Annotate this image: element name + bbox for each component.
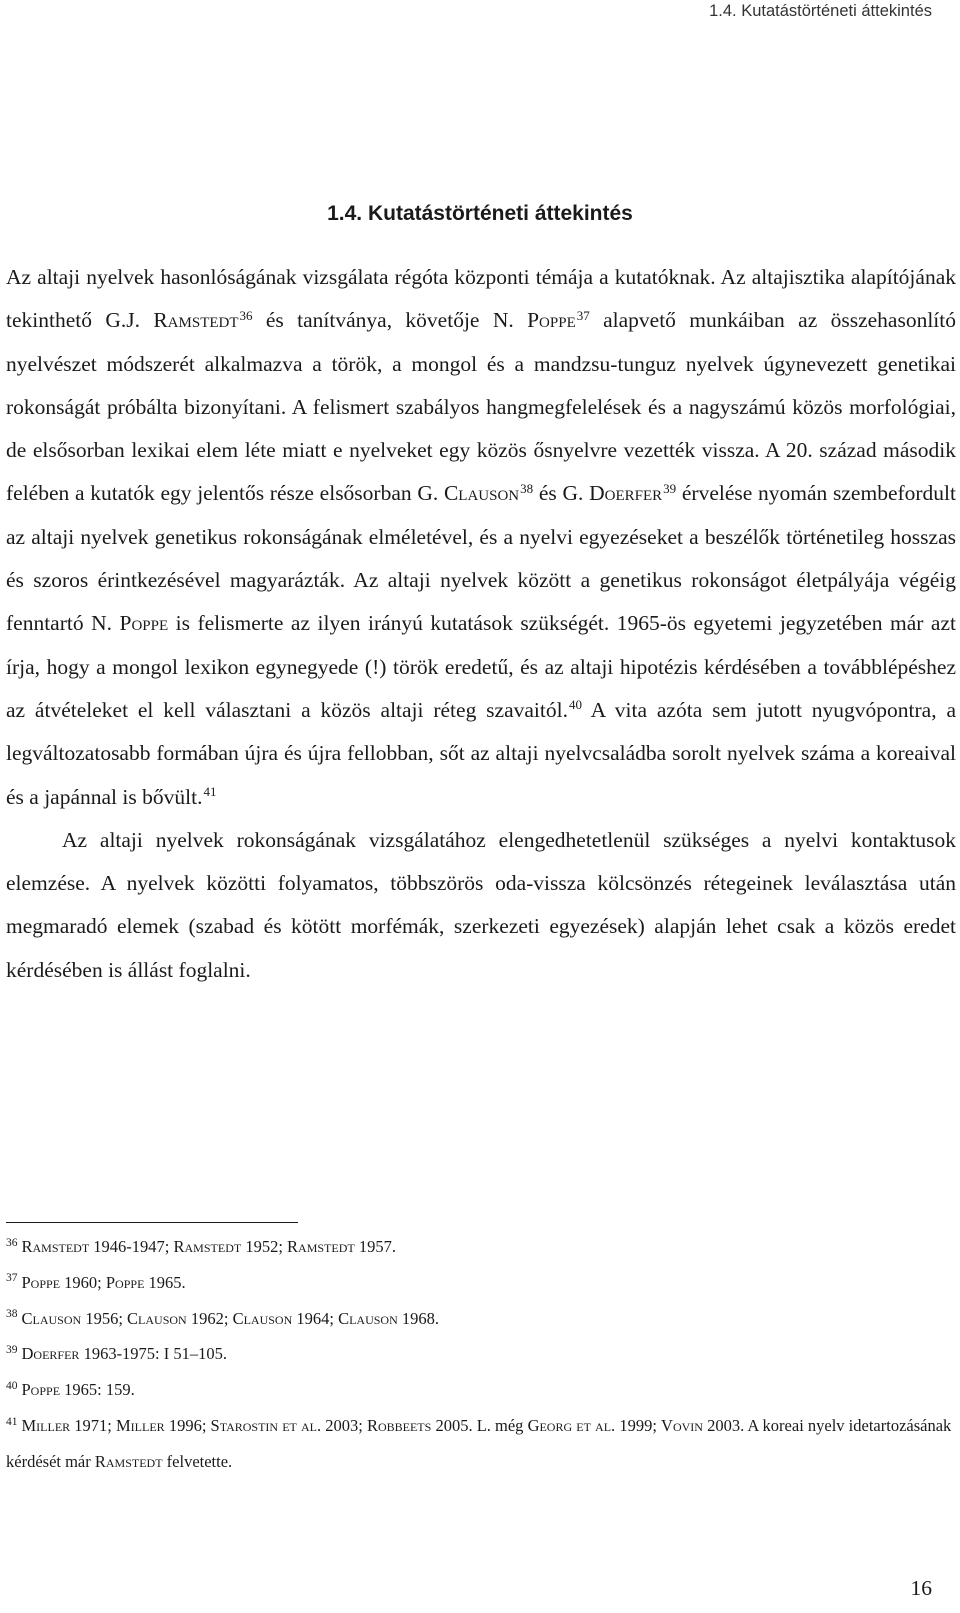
author-name: Ramstedt: [173, 1237, 242, 1256]
section-title: 1.4. Kutatástörténeti áttekintés: [327, 202, 633, 225]
text-run: 1965: 159.: [60, 1380, 135, 1400]
footnote-ref: 41: [203, 783, 217, 799]
footnote-ref: 39: [663, 480, 677, 496]
author-name: Poppe: [21, 1380, 61, 1400]
author-name: Clauson: [338, 1308, 398, 1328]
paragraph-1: [6, 256, 956, 819]
author-name: Clauson: [443, 481, 520, 506]
footnote-39: [6, 1336, 956, 1372]
author-name: Doerfer: [21, 1344, 80, 1364]
author-name: Poppe: [21, 1272, 61, 1292]
footnote-ref: 36: [239, 307, 253, 323]
text-run: 1952;: [241, 1237, 288, 1256]
text-run: és G.: [533, 481, 590, 506]
text-run: 1971;: [70, 1415, 117, 1435]
footnotes: [6, 1229, 956, 1480]
footnote-number: 38: [6, 1308, 18, 1321]
text-run: felvetette.: [162, 1451, 233, 1471]
text-run: 1964;: [292, 1308, 339, 1328]
author-name: Ramstedt: [94, 1451, 163, 1471]
author-name: Miller: [116, 1415, 165, 1435]
body-text: [6, 256, 956, 992]
footnote-ref: 38: [520, 480, 534, 496]
text-run: érvelése nyomán szembefordult az altaji nyelvek genetikus rokonságának elméletével, és a nyelvi egyezéseket a beszélők történetileg hosszas és szoros érintkezésével magyarázták. Az altaji nyelvek között a genetikus rokonságot életpályája végéig fenntartó N.: [6, 481, 956, 636]
page-number: 16: [910, 1576, 932, 1600]
footnote-number: 41: [6, 1415, 18, 1428]
author-name: Ramstedt: [153, 308, 239, 333]
text-run: 1963-1975: I 51–105.: [79, 1344, 228, 1364]
author-name: Clauson: [232, 1308, 293, 1328]
running-header: 1.4. Kutatástörténeti áttekintés: [709, 2, 932, 20]
author-name: Doerfer: [589, 481, 663, 506]
author-name: Robbeets: [366, 1415, 432, 1435]
text-run: 1999;: [615, 1415, 662, 1435]
text-run: A vita azóta sem jutott nyugvópontra, a legváltozatosabb formában újra és újra fellobban, sőt az altaji nyelvcsaládba sorolt nyelvek száma a koreaival és a japánnal is bővült.: [6, 697, 956, 809]
text-run: 1960;: [60, 1272, 106, 1292]
text-run: 1946-1947;: [89, 1237, 174, 1256]
text-run: 1965.: [144, 1272, 186, 1292]
footnote-number: 37: [6, 1272, 18, 1285]
footnote-number: 36: [6, 1236, 18, 1249]
paragraph-2: Az altaji nyelvek rokonságának vizsgálatához elengedhetetlenül szükséges a nyelvi kontaktusok elemzése. A nyelvek közötti folyamatos, többszörös oda-vissza kölcsönzés rétegeinek leválasztása után megmaradó elemek (szabad és kötött morfémák, szerkezeti egyezések) alapján lehet csak a közös eredet kérdésében is állást foglalni.: [6, 827, 956, 982]
text-run: 2003. A koreai nyelv idetartozásának kérdését már: [6, 1415, 952, 1471]
author-name: Poppe: [119, 611, 169, 636]
author-name: Poppe: [105, 1272, 145, 1292]
text-run: 2005. L. még: [431, 1415, 528, 1435]
text-run: is felismerte az ilyen irányú kutatások szükségét. 1965-ös egyetemi jegyzetében már azt írja, hogy a mongol lexikon egynegyede (!) török eredetű, és az altaji hipotézis kérdésében a továbblépéshez az átvételeket el kell választani a közös altaji réteg szavaitól.: [6, 611, 956, 722]
footnote-separator: [6, 1222, 298, 1223]
text-run: 1968.: [397, 1308, 440, 1328]
text-run: 1962;: [186, 1308, 233, 1328]
footnote-40: [6, 1372, 956, 1408]
author-name: Ramstedt: [287, 1237, 355, 1256]
footnote-number: 40: [6, 1379, 18, 1392]
footnote-36: [6, 1229, 956, 1265]
footnote-ref: 37: [576, 307, 590, 323]
author-name: Miller: [21, 1415, 71, 1435]
author-name: Starostin et al.: [210, 1415, 322, 1435]
text-run: 1996;: [164, 1415, 211, 1435]
text-run: alapvető munkáiban az összehasonlító nyelvészet módszerét alkalmazva a török, a mongol és a mandzsu-tunguz nyelvek úgynevezett genetikai rokonságát próbálta bizonyítani. A felismert szabályos hangmegfelelések és a nagyszámú közös morfológiai, de elsősorban lexikai elem léte miatt e nyelveket egy közös ősnyelvre vezették vissza. A 20. század második felében a kutatók egy jelentős része elsősorban G.: [6, 308, 957, 506]
text-run: és tanítványa, követője N.: [252, 308, 528, 333]
text-run: 1957.: [354, 1237, 396, 1256]
text-run: 2003;: [321, 1415, 367, 1435]
author-name: Poppe: [527, 308, 576, 333]
author-name: Vovin: [661, 1415, 703, 1435]
footnote-ref: 40: [568, 697, 582, 713]
author-name: Ramstedt: [21, 1237, 90, 1256]
footnote-number: 39: [6, 1344, 18, 1357]
footnote-37: [6, 1265, 956, 1301]
footnote-41: [6, 1408, 956, 1480]
author-name: Clauson: [21, 1308, 82, 1328]
author-name: Clauson: [127, 1308, 187, 1328]
text-run: 1956;: [81, 1308, 128, 1328]
footnote-38: [6, 1301, 956, 1337]
author-name: Georg et al.: [527, 1415, 616, 1435]
text-run: Az altaji nyelvek hasonlóságának vizsgálata régóta központi témája a kutatóknak. Az altajisztika alapítójának tekinthető G.J.: [6, 265, 956, 333]
